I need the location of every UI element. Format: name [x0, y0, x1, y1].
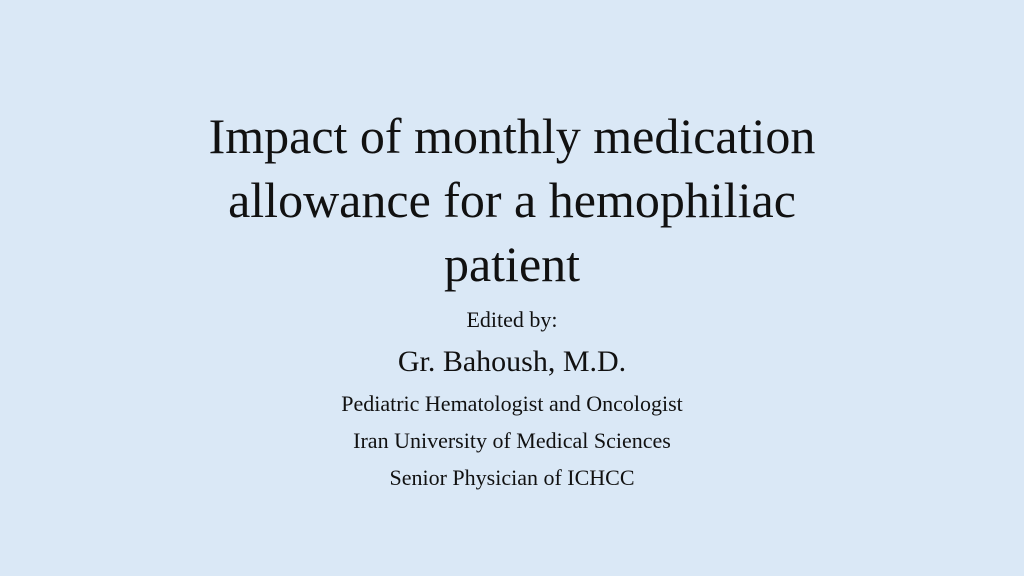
author-name: Gr. Bahoush, M.D.: [397, 345, 627, 378]
title-line: patient: [443, 236, 581, 292]
edited-by-label: Edited by:: [466, 307, 558, 332]
slide-title: [112, 104, 912, 296]
affiliation-line: Senior Physician of ICHCC: [389, 465, 635, 490]
title-line: allowance for a hemophiliac: [228, 172, 796, 228]
slide-subtitle: [112, 306, 912, 492]
affiliation-line: Pediatric Hematologist and Oncologist: [341, 391, 683, 416]
title-line: Impact of monthly medication: [208, 108, 816, 164]
affiliation-line: Iran University of Medical Sciences: [353, 428, 671, 453]
